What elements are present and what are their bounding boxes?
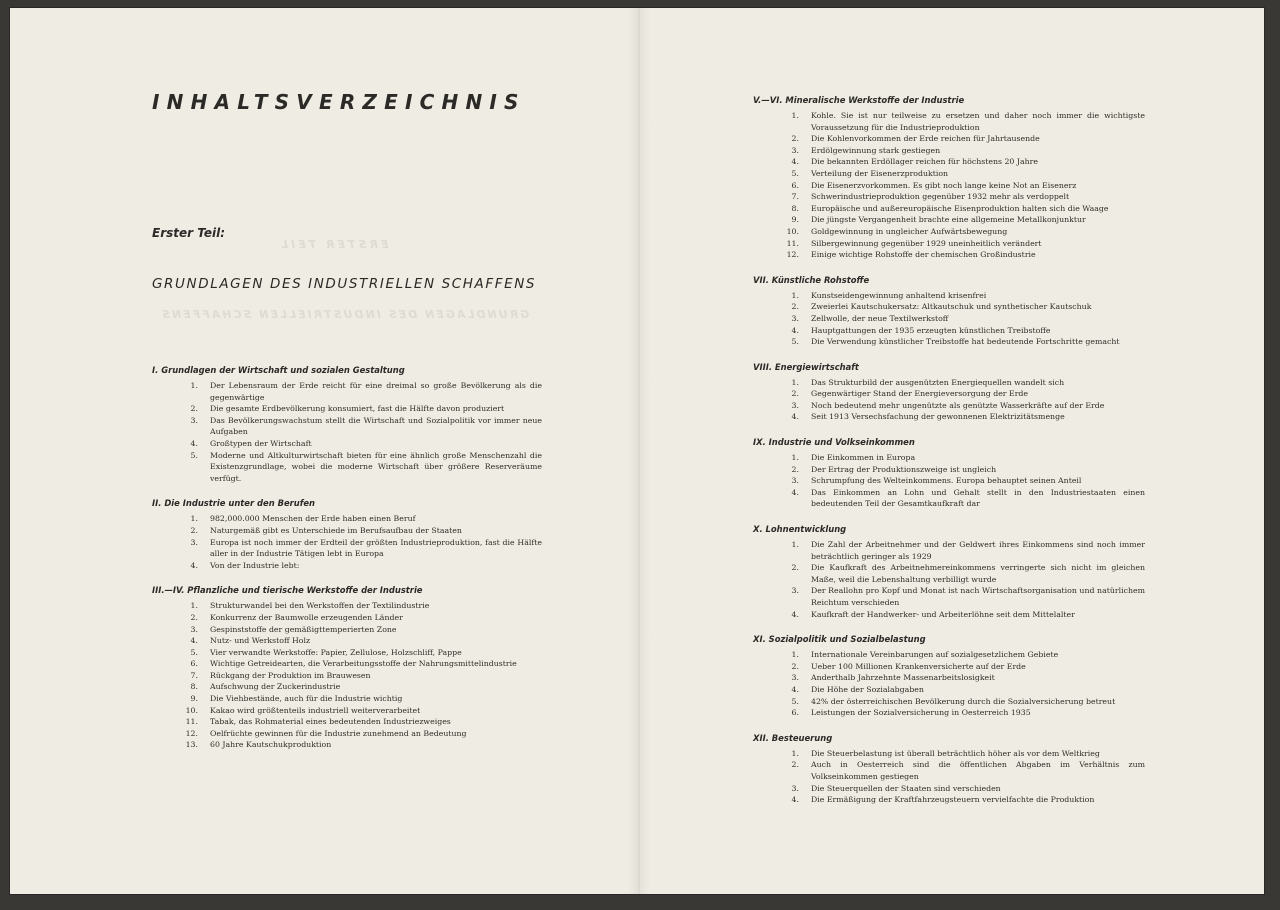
toc-item — [791, 609, 1145, 621]
item-text: Tabak, das Rohmaterial eines bedeutenden Industriezweiges — [210, 717, 451, 727]
item-text: Die Viehbestände, auch für die Industrie wichtig — [210, 694, 403, 704]
item-number: 7. — [791, 192, 799, 202]
item-text: Schrumpfung des Welteinkommens. Europa behauptet seinen Anteil — [811, 476, 1082, 486]
item-text: Das Einkommen an Lohn und Gehalt stellt in den Industriestaaten einen bedeutenden Teil der Gesamtkaufkraft dar — [811, 487, 1145, 509]
section-heading: II. Die Industrie unter den Berufen — [152, 498, 316, 509]
toc-item — [791, 411, 1145, 423]
item-text: Rückgang der Produktion im Brauwesen — [210, 670, 371, 680]
item-number: 5. — [791, 337, 799, 347]
toc-item — [791, 388, 1145, 400]
item-number: 1. — [791, 453, 799, 463]
item-text: Das Bevölkerungswachstum stellt die Wirtschaft und Sozialpolitik vor immer neue Aufgaben — [210, 415, 542, 437]
toc-item — [791, 539, 1145, 562]
toc-item — [791, 562, 1145, 585]
left-section-list — [152, 364, 542, 764]
toc-item — [791, 684, 1145, 696]
item-number: 2. — [791, 134, 799, 144]
item-number: 7. — [190, 670, 198, 680]
toc-item — [190, 513, 542, 525]
item-number: 1. — [791, 650, 799, 660]
item-number: 4. — [791, 487, 799, 497]
toc-item — [190, 560, 542, 572]
item-number: 6. — [791, 180, 799, 190]
toc-item — [185, 705, 542, 717]
toc-item — [791, 649, 1145, 661]
toc-item — [190, 380, 542, 403]
toc-item — [791, 452, 1145, 464]
item-text: Die gesamte Erdbevölkerung konsumiert, fast die Hälfte davon produziert — [210, 404, 505, 414]
item-text: Kakao wird größtenteils industriell weiterverarbeitet — [210, 705, 421, 715]
item-text: Noch bedeutend mehr ungenützte als genützte Wasserkräfte auf der Erde — [811, 400, 1105, 410]
right-page — [650, 8, 1264, 894]
item-number: 1. — [791, 377, 799, 387]
toc-item — [791, 475, 1145, 487]
item-number: 10. — [185, 705, 198, 715]
item-text: Von der Industrie lebt: — [210, 560, 300, 570]
section-item-list — [753, 110, 1145, 261]
item-number: 9. — [190, 694, 198, 704]
item-text: Europa ist noch immer der Erdteil der größten Industrieproduktion, fast die Hälfte aller in der Industrie Tätigen lebt in Europa — [210, 537, 542, 559]
toc-item — [786, 249, 1145, 261]
item-text: Großtypen der Wirtschaft — [210, 438, 312, 448]
toc-item — [791, 133, 1145, 145]
section-item-list — [753, 377, 1145, 423]
item-text: Gespinststoffe der gemäßigttemperierten Zone — [210, 624, 397, 634]
toc-item — [791, 325, 1145, 337]
item-number: 13. — [185, 740, 198, 750]
item-text: Internationale Vereinbarungen auf sozialgesetzlichem Gebiete — [811, 650, 1059, 660]
toc-item — [190, 635, 542, 647]
item-text: Die Höhe der Sozialabgaben — [811, 684, 924, 694]
toc-item — [190, 450, 542, 485]
toc-item — [791, 377, 1145, 389]
item-text: Die Steuerbelastung ist überall beträchtlich höher als vor dem Weltkrieg — [811, 748, 1100, 758]
item-number: 8. — [190, 682, 198, 692]
toc-item — [791, 585, 1145, 608]
item-text: Silbergewinnung gegenüber 1929 uneinheitlich verändert — [811, 238, 1042, 248]
item-number: 5. — [190, 647, 198, 657]
item-number: 11. — [786, 238, 799, 248]
section-item-list — [753, 748, 1145, 806]
toc-section — [753, 633, 1145, 719]
toc-section — [753, 274, 1145, 348]
right-section-list — [753, 94, 1145, 819]
toc-item — [791, 336, 1145, 348]
item-number: 12. — [185, 728, 198, 738]
item-text: Die jüngste Vergangenheit brachte eine allgemeine Metallkonjunktur — [811, 215, 1086, 225]
show-through-text: GRUNDLAGEN DES INDUSTRIELLEN SCHAFFENS — [160, 308, 530, 321]
item-number: 1. — [791, 290, 799, 300]
item-number: 4. — [791, 325, 799, 335]
page-fold — [628, 8, 650, 894]
item-text: Die Ermäßigung der Kraftfahrzeugsteuern vervielfachte die Produktion — [811, 795, 1095, 805]
item-number: 10. — [786, 226, 799, 236]
item-number: 1. — [190, 514, 198, 524]
toc-item — [190, 415, 542, 438]
section-item-list — [753, 539, 1145, 620]
item-number: 3. — [791, 400, 799, 410]
section-heading: I. Grundlagen der Wirtschaft und sozialen Gestaltung — [152, 365, 405, 375]
item-text: Hauptgattungen der 1935 erzeugten künstlichen Treibstoffe — [811, 325, 1051, 335]
item-text: Die Einkommen in Europa — [811, 453, 916, 463]
section-heading: XI. Sozialpolitik und Sozialbelastung — [753, 634, 926, 645]
item-number: 1. — [190, 601, 198, 611]
item-text: Leistungen der Sozialversicherung in Oesterreich 1935 — [811, 708, 1031, 718]
toc-item — [190, 525, 542, 537]
item-text: Der Reallohn pro Kopf und Monat ist nach Wirtschaftsorganisation und natürlichem Reichtum verschieden — [811, 586, 1145, 607]
item-text: 982,000.000 Menschen der Erde haben einen Beruf — [210, 514, 416, 524]
item-text: Anderthalb Jahrzehnte Massenarbeitslosigkeit — [811, 673, 995, 683]
item-text: Das Strukturbild der ausgenützten Energiequellen wandelt sich — [811, 377, 1065, 387]
toc-item — [791, 696, 1145, 708]
toc-item — [190, 624, 542, 636]
item-text: 42% der österreichischen Bevölkerung durch die Sozialversicherung betreut — [811, 696, 1116, 706]
toc-section — [152, 497, 542, 571]
toc-item — [185, 716, 542, 728]
item-number: 5. — [791, 696, 799, 706]
item-text: Kaufkraft der Handwerker- und Arbeiterlöhne seit dem Mittelalter — [811, 609, 1075, 619]
item-number: 6. — [791, 708, 799, 718]
toc-item — [791, 145, 1145, 157]
toc-item — [791, 707, 1145, 719]
item-text: Die Kaufkraft des Arbeitnehmereinkommens verringerte sich nicht im gleichen Maße, weil die Lebenshaltung verbilligt wurde — [811, 563, 1145, 584]
item-number: 2. — [190, 404, 198, 414]
toc-item — [791, 290, 1145, 302]
item-number: 4. — [791, 684, 799, 694]
item-text: Kunstseidengewinnung anhaltend krisenfrei — [811, 290, 987, 300]
toc-item — [190, 403, 542, 415]
item-text: Naturgemäß gibt es Unterschiede im Berufsaufbau der Staaten — [210, 525, 462, 535]
part-title: GRUNDLAGEN DES INDUSTRIELLEN SCHAFFENS — [152, 276, 537, 292]
toc-section — [152, 364, 542, 484]
section-heading: XII. Besteuerung — [753, 732, 833, 743]
left-page — [10, 8, 628, 894]
item-text: Seit 1913 Versechsfachung der gewonnenen Elektrizitätsmenge — [811, 412, 1065, 422]
section-item-list — [753, 452, 1145, 510]
toc-item — [190, 681, 542, 693]
item-number: 6. — [190, 659, 198, 669]
item-text: Die Eisenerzvorkommen. Es gibt noch lange keine Not an Eisenerz — [811, 180, 1077, 190]
toc-item — [791, 748, 1145, 760]
toc-item — [190, 658, 542, 670]
toc-section — [753, 361, 1145, 423]
toc-section — [152, 584, 542, 751]
item-text: Vier verwandte Werkstoffe: Papier, Zellulose, Holzschliff, Pappe — [210, 647, 462, 657]
toc-item — [190, 438, 542, 450]
item-number: 4. — [791, 157, 799, 167]
item-text: Aufschwung der Zuckerindustrie — [210, 682, 341, 692]
toc-item — [791, 214, 1145, 226]
toc-item — [190, 670, 542, 682]
toc-item — [786, 238, 1145, 250]
item-number: 3. — [791, 145, 799, 155]
item-number: 4. — [190, 560, 198, 570]
section-heading: V.—VI. Mineralische Werkstoffe der Industrie — [753, 95, 965, 105]
item-number: 5. — [190, 450, 198, 460]
item-number: 1. — [791, 540, 799, 550]
item-number: 3. — [791, 313, 799, 323]
toc-item — [791, 301, 1145, 313]
section-heading: VIII. Energiewirtschaft — [753, 361, 859, 372]
item-text: Zellwolle, der neue Textilwerkstoff — [811, 313, 949, 323]
toc-item — [791, 400, 1145, 412]
item-number: 3. — [190, 415, 198, 425]
item-text: Europäische und außereuropäische Eisenproduktion halten sich die Waage — [811, 203, 1109, 213]
toc-item — [190, 647, 542, 659]
toc-item — [791, 487, 1145, 510]
item-number: 4. — [791, 609, 799, 619]
section-item-list — [152, 513, 542, 571]
item-number: 8. — [791, 203, 799, 213]
item-text: Die Verwendung künstlicher Treibstoffe hat bedeutende Fortschritte gemacht — [811, 337, 1120, 347]
item-text: Schwerindustrieproduktion gegenüber 1932 mehr als verdoppelt — [811, 192, 1070, 202]
document-spread — [10, 8, 1264, 894]
item-number: 12. — [786, 250, 799, 260]
toc-item — [190, 600, 542, 612]
section-heading: VII. Künstliche Rohstoffe — [753, 274, 870, 285]
item-text: Einige wichtige Rohstoffe der chemischen Großindustrie — [811, 250, 1036, 260]
item-number: 1. — [190, 381, 198, 390]
item-number: 2. — [791, 563, 799, 573]
part-label: Erster Teil: — [152, 226, 226, 240]
toc-item — [791, 313, 1145, 325]
toc-item — [791, 156, 1145, 168]
item-number: 2. — [791, 661, 799, 671]
item-number: 2. — [791, 389, 799, 399]
section-heading: IX. Industrie und Volkseinkommen — [753, 437, 915, 448]
item-text: Oelfrüchte gewinnen für die Industrie zunehmend an Bedeutung — [210, 728, 467, 738]
item-text: 60 Jahre Kautschukproduktion — [210, 740, 332, 750]
item-number: 1. — [791, 748, 799, 758]
item-text: Die Steuerquellen der Staaten sind verschieden — [811, 783, 1001, 793]
item-text: Verteilung der Eisenerzproduktion — [811, 168, 949, 178]
toc-item — [786, 226, 1145, 238]
item-number: 4. — [190, 636, 198, 646]
item-number: 3. — [791, 673, 799, 683]
toc-item — [791, 168, 1145, 180]
toc-item — [190, 612, 542, 624]
toc-section — [753, 523, 1145, 620]
item-number: 3. — [190, 624, 198, 634]
toc-item — [190, 537, 542, 560]
document-title: INHALTSVERZEICHNIS — [152, 90, 526, 114]
section-item-list — [753, 290, 1145, 348]
toc-item — [185, 728, 542, 740]
section-heading: X. Lohnentwicklung — [753, 524, 847, 535]
item-text: Wichtige Getreidearten, die Verarbeitungsstoffe der Nahrungsmittelindustrie — [210, 659, 517, 669]
item-number: 2. — [791, 760, 799, 770]
item-text: Zweierlei Kautschukersatz: Altkautschuk und synthetischer Kautschuk — [811, 302, 1092, 312]
toc-item — [185, 739, 542, 751]
item-number: 3. — [791, 586, 799, 596]
section-item-list — [152, 380, 542, 484]
section-heading: III.—IV. Pflanzliche und tierische Werkstoffe der Industrie — [152, 585, 423, 596]
item-number: 9. — [791, 215, 799, 225]
toc-item — [791, 783, 1145, 795]
item-number: 1. — [791, 111, 799, 120]
item-number: 4. — [791, 412, 799, 422]
item-number: 3. — [791, 783, 799, 793]
toc-item — [791, 464, 1145, 476]
toc-item — [791, 180, 1145, 192]
item-text: Der Ertrag der Produktionszweige ist ungleich — [811, 464, 997, 474]
toc-item — [791, 759, 1145, 782]
section-item-list — [753, 649, 1145, 719]
toc-item — [791, 794, 1145, 806]
item-text: Die Zahl der Arbeitnehmer und der Geldwert ihres Einkommens sind noch immer beträchtlich geringer als 1929 — [811, 540, 1145, 561]
toc-item — [791, 110, 1145, 133]
show-through-text: ERSTER TEIL — [278, 238, 389, 251]
item-number: 2. — [190, 525, 198, 535]
item-text: Nutz- und Werkstoff Holz — [210, 636, 311, 646]
item-text: Gegenwärtiger Stand der Energieversorgung der Erde — [811, 389, 1029, 399]
toc-item — [791, 672, 1145, 684]
toc-item — [190, 693, 542, 705]
item-text: Ueber 100 Millionen Krankenversicherte auf der Erde — [811, 661, 1026, 671]
item-number: 5. — [791, 168, 799, 178]
item-number: 2. — [190, 612, 198, 622]
item-text: Erdölgewinnung stark gestiegen — [811, 145, 941, 155]
item-number: 3. — [791, 476, 799, 486]
toc-section — [753, 94, 1145, 261]
toc-item — [791, 661, 1145, 673]
toc-item — [791, 203, 1145, 215]
toc-item — [791, 191, 1145, 203]
item-text: Der Lebensraum der Erde reicht für eine dreimal so große Bevölkerung als die gegenwärtige — [210, 381, 542, 402]
item-text: Kohle. Sie ist nur teilweise zu ersetzen und daher noch immer die wichtigste Voraussetzung für die Industrieproduktion — [811, 111, 1145, 132]
toc-section — [753, 732, 1145, 806]
item-text: Die bekannten Erdöllager reichen für höchstens 20 Jahre — [811, 157, 1038, 167]
item-number: 2. — [791, 302, 799, 312]
item-number: 2. — [791, 464, 799, 474]
section-item-list — [152, 600, 542, 751]
toc-section — [753, 436, 1145, 510]
item-text: Auch in Oesterreich sind die öffentlichen Abgaben im Verhältnis zum Volkseinkommen gestiegen — [811, 760, 1145, 781]
item-number: 4. — [791, 795, 799, 805]
item-text: Konkurrenz der Baumwolle erzeugenden Länder — [210, 612, 403, 622]
item-number: 11. — [185, 717, 198, 727]
item-number: 3. — [190, 537, 198, 547]
item-number: 4. — [190, 438, 198, 448]
item-text: Moderne und Altkulturwirtschaft bieten für eine ähnlich große Menschenzahl die Existenzgrundlage, wobei die moderne Wirtschaft über größere Reserveräume verfügt. — [210, 450, 542, 483]
item-text: Strukturwandel bei den Werkstoffen der Textilindustrie — [210, 601, 430, 611]
item-text: Goldgewinnung in ungleicher Aufwärtsbewegung — [811, 226, 1008, 236]
item-text: Die Kohlenvorkommen der Erde reichen für Jahrtausende — [811, 134, 1040, 144]
